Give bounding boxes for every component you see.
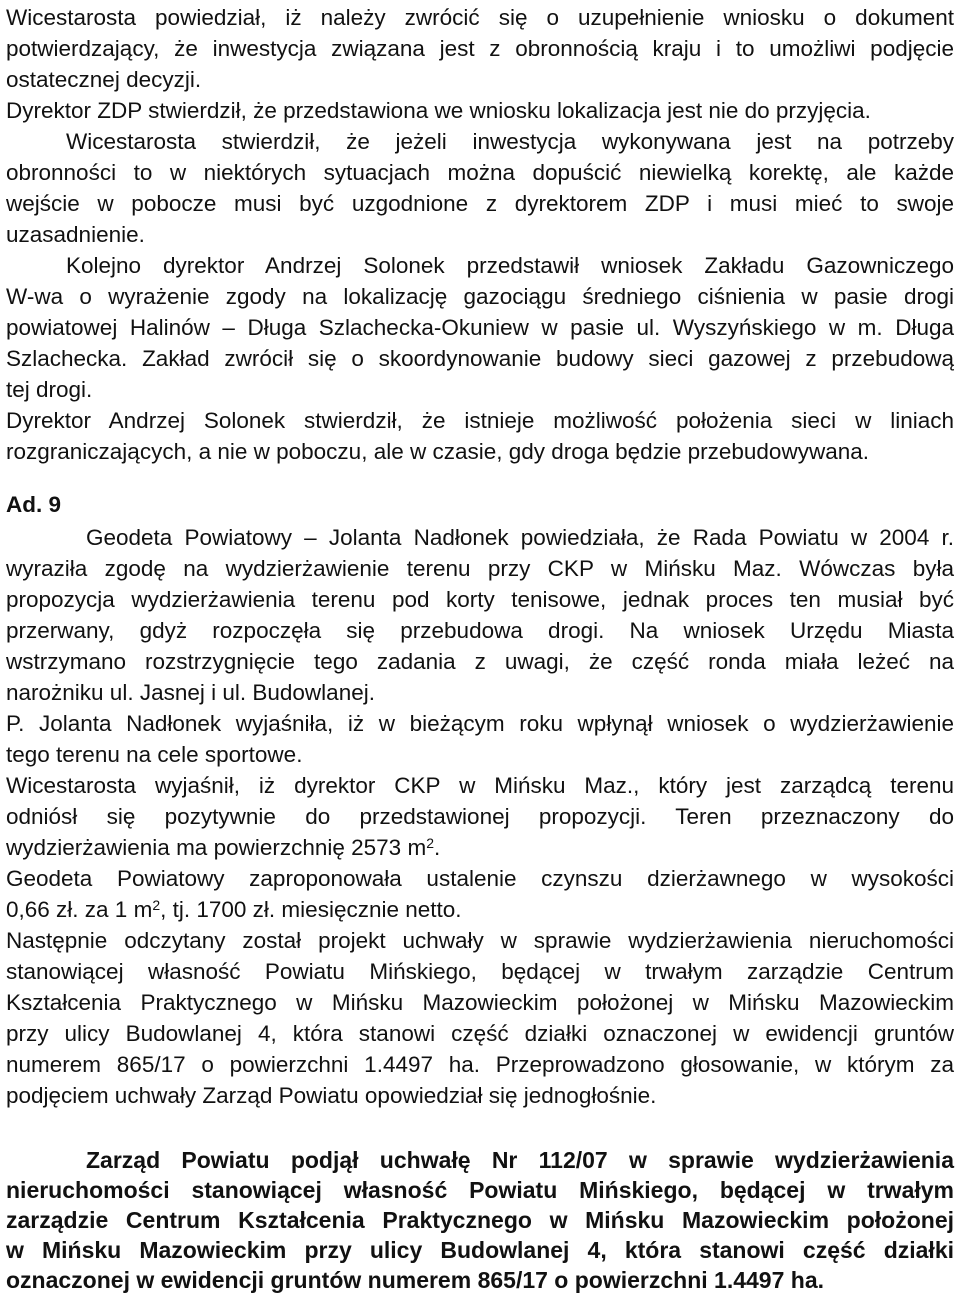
superscript: 2 [152,897,161,913]
text-line: powiatowej Halinów – Długa Szlachecka-Okuniew w pasie ul. Wyszyńskiego w m. Długa [6,315,954,340]
text-line: rozgraniczających, a nie w poboczu, ale w czasie, gdy droga będzie przebudowywana. [6,439,869,464]
resolution-line: Zarząd Powiatu podjął uchwałę Nr 112/07 w sprawie wydzierżawienia [86,1147,954,1173]
paragraph-5 [6,405,954,467]
resolution-block [6,1145,954,1295]
text-line: podjęciem uchwały Zarząd Powiatu opowiedział się jednogłośnie. [6,1083,657,1108]
text-line: tego terenu na cele sportowe. [6,742,303,767]
text-line: Wicestarosta stwierdził, że jeżeli inwestycja wykonywana jest na potrzeby [66,129,954,154]
text-line: tej drogi. [6,377,93,402]
text-line: wstrzymano rozstrzygnięcie tego zadania z uwagi, że część ronda miała leżeć na [6,649,954,674]
resolution-line: oznaczonej w ewidencji gruntów numerem 865/17 o powierzchni 1.4497 ha. [6,1267,825,1293]
text-line: Geodeta Powiatowy – Jolanta Nadłonek powiedziała, że Rada Powiatu w 2004 r. [86,525,954,550]
text-line: Kształcenia Praktycznego w Mińsku Mazowieckim położonej w Mińsku Mazowieckim [6,990,954,1015]
resolution-line: w Mińsku Mazowieckim przy ulicy Budowlanej 4, która stanowi część działki [6,1237,954,1263]
paragraph-6 [6,522,954,708]
text-line: P. Jolanta Nadłonek wyjaśniła, iż w bieżącym roku wpłynął wniosek o wydzierżawienie [6,711,954,736]
text-line: Dyrektor ZDP stwierdził, że przedstawiona we wniosku lokalizacja jest nie do przyjęcia. [6,98,871,123]
text-line: wyraziła zgodę na wydzierżawienie terenu przy CKP w Mińsku Maz. Wówczas była [6,556,954,581]
resolution-line: nieruchomości stanowiącej własność Powiatu Mińskiego, będącej w trwałym [6,1177,954,1203]
text-line: przerwany, gdyż rozpoczęła się przebudowa drogi. Na wniosek Urzędu Miasta [6,618,954,643]
text-line: Następnie odczytany został projekt uchwały w sprawie wydzierżawienia nieruchomości [6,928,954,953]
text-line: uzasadnienie. [6,222,145,247]
rent-text-end: , tj. 1700 zł. miesięcznie netto. [160,897,462,922]
paragraph-9 [6,863,954,925]
period: . [434,835,441,860]
text-line: Szlachecka. Zakład zwrócił się o skoordynowanie budowy sieci gazowej z przebudową [6,346,954,371]
rent-text: 0,66 zł. za 1 m [6,897,153,922]
section-heading: Ad. 9 [6,492,62,517]
text-line: numerem 865/17 o powierzchni 1.4497 ha. Przeprowadzono głosowanie, w którym za [6,1052,954,1077]
text-line: przy ulicy Budowlanej 4, która stanowi część działki oznaczonej w ewidencji gruntów [6,1021,954,1046]
text-line: Kolejno dyrektor Andrzej Solonek przedstawił wniosek Zakładu Gazowniczego [66,253,954,278]
resolution-line: zarządzie Centrum Kształcenia Praktycznego w Mińsku Mazowieckim położonej [6,1207,954,1233]
section-gap [6,1111,954,1145]
text-line: narożniku ul. Jasnej i ul. Budowlanej. [6,680,375,705]
text-line: Wicestarosta wyjaśnił, iż dyrektor CKP w Mińsku Maz., który jest zarządcą terenu [6,773,954,798]
document-page [6,0,954,1295]
paragraph-10 [6,925,954,1111]
text-line: wejście w pobocze musi być uzgodnione z dyrektorem ZDP i musi mieć to swoje [6,191,954,216]
text-line [6,894,954,925]
paragraph-4 [6,250,954,405]
text-line: odniósł się pozytywnie do przedstawionej propozycji. Teren przeznaczony do [6,804,954,829]
paragraph-7 [6,708,954,770]
superscript: 2 [426,835,434,851]
paragraph-8 [6,770,954,863]
text-line: propozycja wydzierżawienia terenu pod korty tenisowe, jednak proces ten musiał być [6,587,954,612]
text-line: Wicestarosta powiedział, iż należy zwrócić się o uzupełnienie wniosku o dokument [6,5,954,30]
text-line: W-wa o wyrażenie zgody na lokalizację gazociągu średniego ciśnienia w pasie drogi [6,284,954,309]
text-line: Geodeta Powiatowy zaproponowała ustalenie czynszu dzierżawnego w wysokości [6,866,954,891]
text-line: ostatecznej decyzji. [6,67,202,92]
paragraph-1 [6,2,954,95]
text-line: potwierdzający, że inwestycja związana jest z obronnością kraju i to umożliwi podjęcie [6,36,954,61]
text-line: Dyrektor Andrzej Solonek stwierdził, że istnieje możliwość położenia sieci w liniach [6,408,954,433]
text-line: stanowiącej własność Powiatu Mińskiego, będącej w trwałym zarządzie Centrum [6,959,954,984]
text-line: obronności to w niektórych sytuacjach można dopuścić niewielką korektę, ale każde [6,160,954,185]
section-gap [6,467,954,489]
paragraph-3 [6,126,954,250]
paragraph-2 [6,95,954,126]
area-text: wydzierżawienia ma powierzchnię 2573 m [6,835,427,860]
text-line [6,832,954,863]
